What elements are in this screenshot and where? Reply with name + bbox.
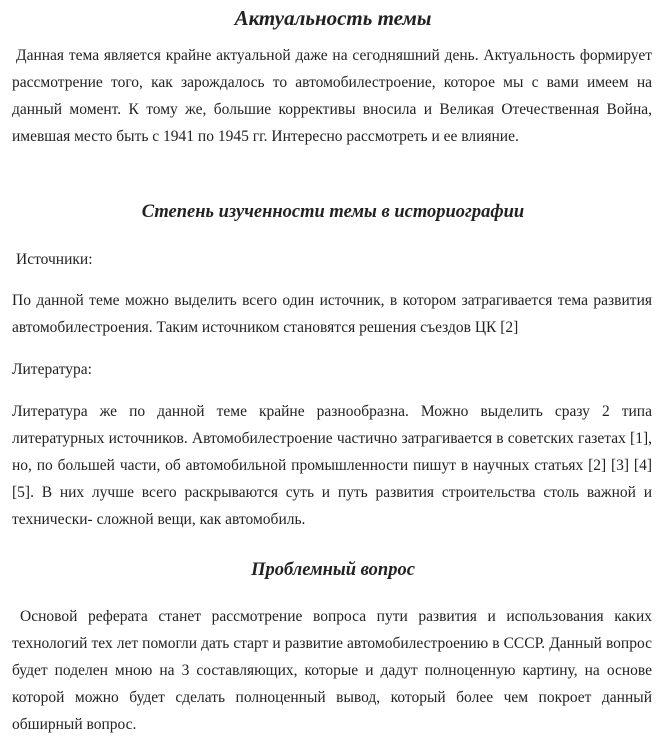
paragraph-relevance: Данная тема является крайне актуальной даже на сегодняшний день. Актуальность формирует рассмотрение того, как зарождалось то автомобилестроение, которое мы с вами имеем на данный момент. К тому же, большие коррективы вносила и Великая Отечественная Война, имевшая место быть с 1941 по 1945 гг. Интересно рассмотреть и ее влияние. [12, 47, 652, 146]
heading-relevance: Актуальность темы [234, 6, 432, 30]
paragraph-literature: Литература же по данной теме крайне разнообразна. Можно выделить сразу 2 типа литературных источников. Автомобилестроение частично затрагивается в советских газетах [1], но, по большей части, об автомобильной промышленности пишут в научных статьях [2] [3] [4] [5]. В них лучше всего раскрываются суть и путь развития строительства столь важной и технически- сложной вещи, как автомобиль. [12, 403, 652, 529]
heading-historiography: Степень изученности темы в историографии [141, 202, 525, 222]
label-sources: Источники: [16, 251, 93, 268]
paragraph-sources: По данной теме можно выделить всего один источник, в котором затрагивается тема развития автомобилестроения. Таким источником становятся решения съездов ЦК [2] [12, 292, 652, 337]
label-literature: Литература: [12, 361, 92, 378]
heading-problem: Проблемный вопрос [251, 560, 415, 580]
paragraph-problem: Основой реферата станет рассмотрение вопроса пути развития и использования каких технологий тех лет помогли дать старт и развитие автомобилестроению в СССР. Данный вопрос будет поделен мною на 3 составляющих, которые и дадут полноценную картину, на основе которой можно будет сделать полноценный вывод, который более чем покроет данный обширный вопрос. [12, 608, 652, 734]
